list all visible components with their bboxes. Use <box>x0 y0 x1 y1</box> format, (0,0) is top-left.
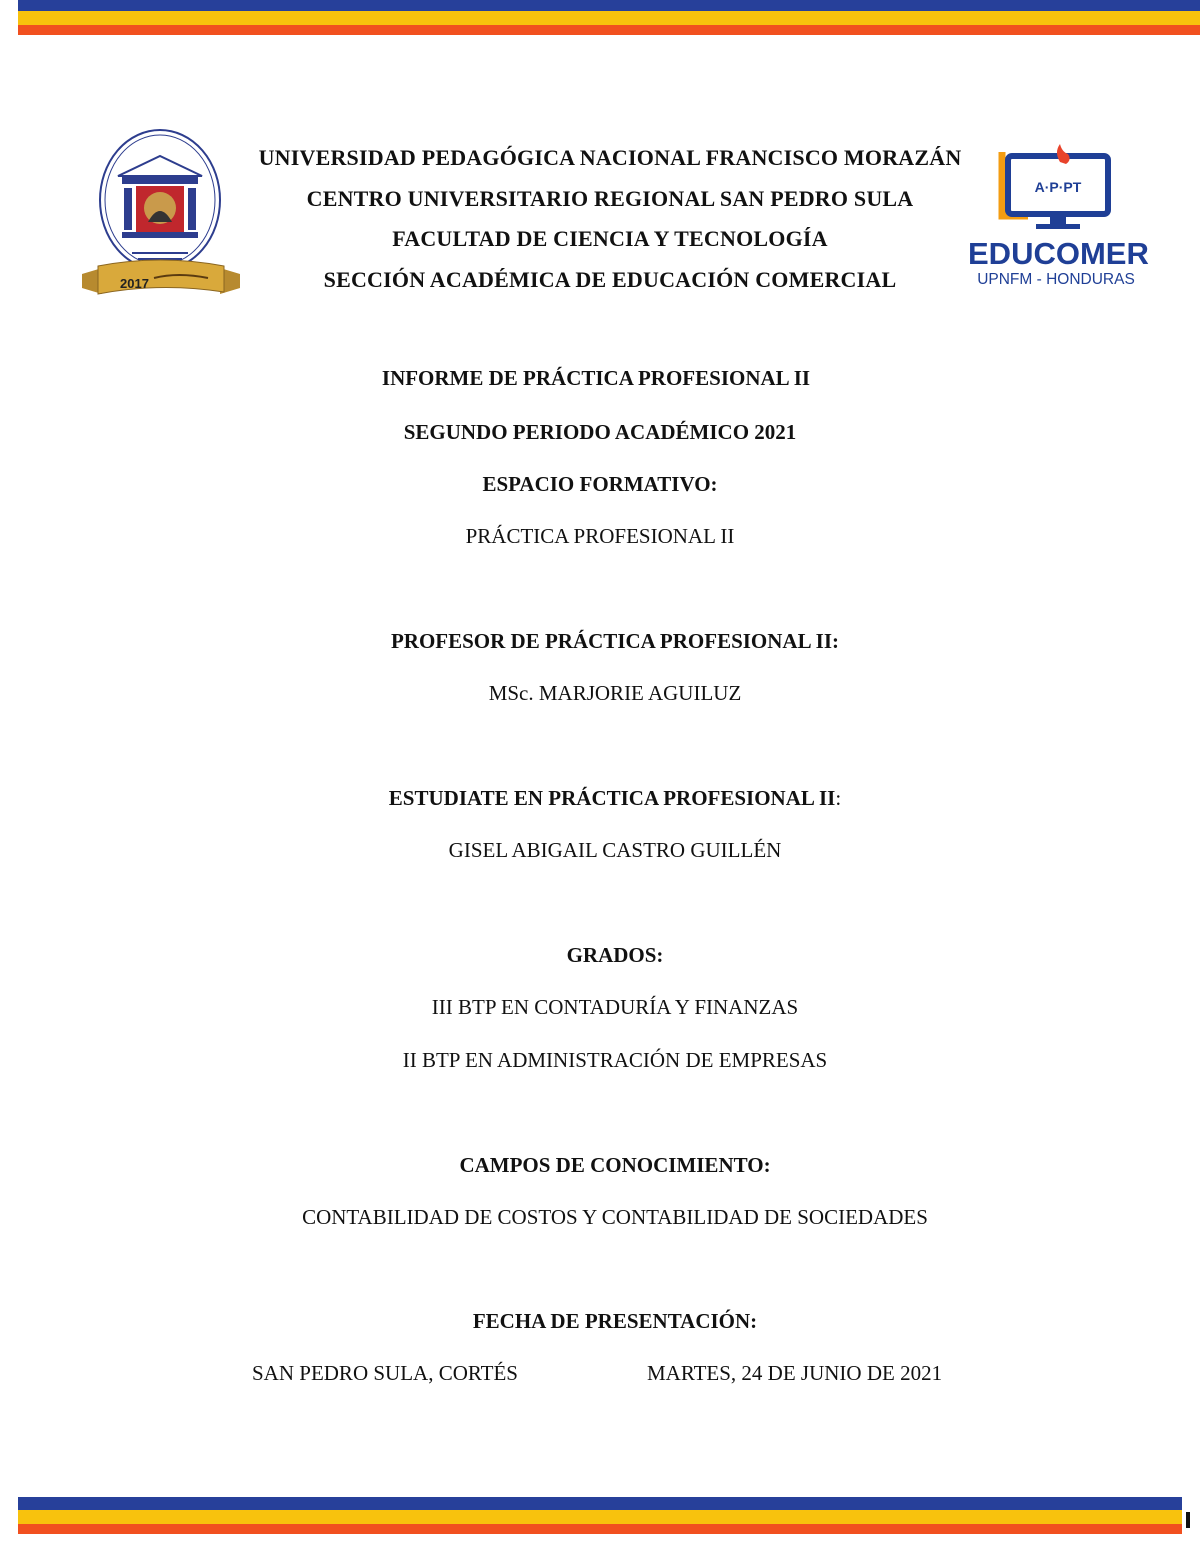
campos-label: CAMPOS DE CONOCIMIENTO: <box>459 1153 771 1177</box>
university-name: UNIVERSIDAD PEDAGÓGICA NACIONAL FRANCISCO MORAZÁN <box>258 145 962 170</box>
top-stripe-blue <box>18 0 1200 11</box>
educomer-subtitle: UPNFM - HONDURAS <box>977 271 1135 288</box>
educomer-screen-text: A·P·PT <box>1034 179 1082 195</box>
grado-item: II BTP EN ADMINISTRACIÓN DE EMPRESAS <box>402 1048 828 1072</box>
page-edge-mark <box>1186 1512 1190 1528</box>
grado-item: III BTP EN CONTADURÍA Y FINANZAS <box>431 995 799 1019</box>
estudiante-label-line <box>15 786 1200 811</box>
institution-header <box>200 138 1020 300</box>
academic-period: SEGUNDO PERIODO ACADÉMICO 2021 <box>403 420 797 444</box>
top-stripe-orange <box>18 25 1200 35</box>
estudiante-label: ESTUDIATE EN PRÁCTICA PROFESIONAL II <box>388 786 836 810</box>
profesor-label: PROFESOR DE PRÁCTICA PROFESIONAL II: <box>390 629 840 653</box>
fecha-date: MARTES, 24 DE JUNIO DE 2021 <box>647 1361 943 1385</box>
faculty-name: FACULTAD DE CIENCIA Y TECNOLOGÍA <box>392 226 828 251</box>
educomer-title: EDUCOMER <box>968 236 1149 271</box>
espacio-value: PRÁCTICA PROFESIONAL II <box>465 524 735 548</box>
fecha-place: SAN PEDRO SULA, CORTÉS <box>252 1361 518 1385</box>
estudiante-value: GISEL ABIGAIL CASTRO GUILLÉN <box>448 838 782 862</box>
bottom-stripe-yellow <box>18 1510 1182 1524</box>
fecha-label: FECHA DE PRESENTACIÓN: <box>472 1309 758 1333</box>
report-title: INFORME DE PRÁCTICA PROFESIONAL II <box>381 366 811 390</box>
regional-center: CENTRO UNIVERSITARIO REGIONAL SAN PEDRO SULA <box>306 185 914 211</box>
grados-label: GRADOS: <box>566 943 664 967</box>
section-name: SECCIÓN ACADÉMICA DE EDUCACIÓN COMERCIAL <box>323 266 897 292</box>
seal-ribbon-year: 2017 <box>120 276 149 291</box>
espacio-label: ESPACIO FORMATIVO: <box>482 472 718 496</box>
campos-value: CONTABILIDAD DE COSTOS Y CONTABILIDAD DE SOCIEDADES <box>302 1205 928 1229</box>
profesor-value: MSc. MARJORIE AGUILUZ <box>488 681 742 705</box>
estudiante-colon: : <box>835 786 842 810</box>
bottom-stripe-orange <box>18 1524 1182 1534</box>
bottom-stripe-blue <box>18 1497 1182 1510</box>
top-stripe-yellow <box>18 11 1200 25</box>
